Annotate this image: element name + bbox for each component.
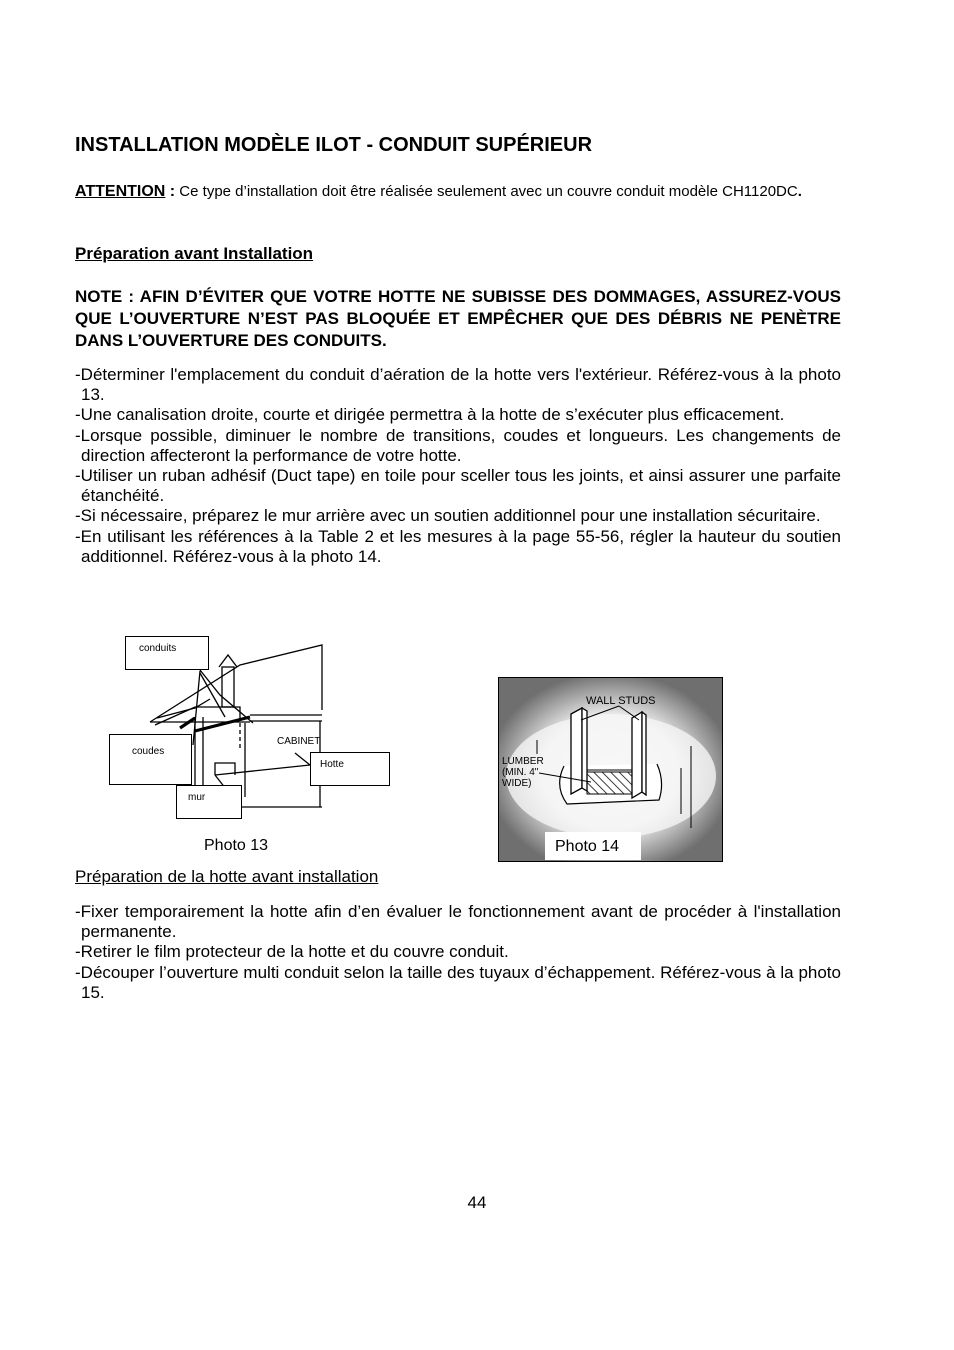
conduits-label-box [125,636,209,670]
attention-colon: : [165,183,176,200]
attention-text: Ce type d’installation doit être réalisée seulement avec un couvre conduit modèle CH1120DC [175,183,798,200]
list-item: -En utilisant les références à la Table 2 et les mesures à la page 55-56, régler la hauteur du soutien additionnel. Référez-vous à la photo 14. [75,526,841,566]
list-item: -Déterminer l'emplacement du conduit d’aération de la hotte vers l'extérieur. Référez-vous à la photo 13. [75,365,841,405]
warning-note: NOTE : AFIN D’ÉVITER QUE VOTRE HOTTE NE SUBISSE DES DOMMAGES, ASSUREZ-VOUS QUE L’OUVERTURE N’EST PAS BLOQUÉE ET EMPÊCHER QUE DES DÉBRIS NE PENÈTRE DANS L’OUVERTURE DES CONDUITS. [75,287,841,350]
page-title: INSTALLATION MODÈLE ILOT - CONDUIT SUPÉRIEUR [75,134,593,156]
section-heading-preparation: Préparation avant Installation [75,244,314,263]
list-item: -Une canalisation droite, courte et dirigée permettra à la hotte de s’exécuter plus efficacement. [75,405,785,425]
hotte-label-box [310,752,390,786]
hotte-label: Hotte [320,759,344,770]
wall-studs-label: WALL STUDS [586,695,656,707]
lumber-label-line1: LUMBER [502,756,544,767]
photo-14-caption: Photo 14 [545,832,641,860]
cabinet-label: CABINET [277,736,321,747]
lumber-label-line2: (MIN. 4" [502,767,539,778]
section-heading-hood-preparation: Préparation de la hotte avant installation [75,867,379,886]
list-item: -Découper l’ouverture multi conduit selon la taille des tuyaux d’échappement. Référez-vous à la photo 15. [75,962,841,1002]
list-item: -Lorsque possible, diminuer le nombre de transitions, coudes et longueurs. Les changements de direction affecteront la performance de votre hotte. [75,425,841,465]
list-item: -Retirer le film protecteur de la hotte et du couvre conduit. [75,942,509,962]
mur-label-box [176,785,242,819]
lumber-label-line3: WIDE) [502,778,532,789]
instruction-list-preparation [75,365,841,567]
conduits-label: conduits [139,643,177,654]
list-item: -Fixer temporairement la hotte afin d’en évaluer le fonctionnement avant de procéder à l'installation permanente. [75,902,841,942]
list-item: -Utiliser un ruban adhésif (Duct tape) en toile pour sceller tous les joints, et ainsi assurer une parfaite étanchéité. [75,466,841,506]
mur-label: mur [188,792,206,803]
attention-end: . [797,183,802,200]
page-number: 44 [467,1193,487,1212]
attention-notice [75,181,845,202]
coudes-label: coudes [132,746,165,757]
instruction-list-hood [75,902,841,1003]
coudes-label-box [109,734,192,785]
photo-13-caption: Photo 13 [204,837,269,854]
list-item: -Si nécessaire, préparez le mur arrière avec un soutien additionnel pour une installation sécuritaire. [75,506,821,526]
attention-label: ATTENTION [75,183,166,200]
